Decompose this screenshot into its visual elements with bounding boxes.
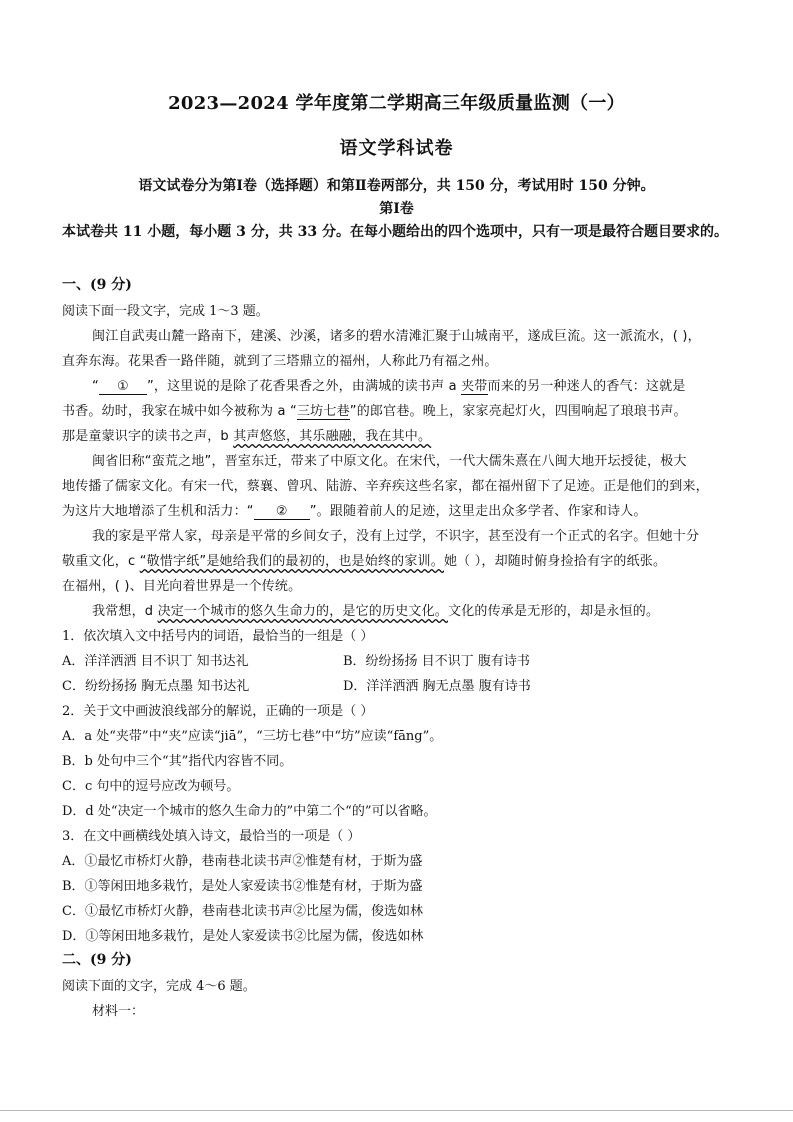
question-2-option-d[interactable]: D．d 处“决定一个城市的悠久生命力的”中第二个“的”可以省略。 [62,804,437,819]
volume-instruction: 本试卷共 11 小题，每小题 3 分，共 33 分。在每小题给出的四个选项中，只有一项是最符合题目要求的。 [62,224,728,240]
marked-word: 三坊七巷 [296,404,350,419]
exam-subtitle: 语文学科试卷 [339,138,454,159]
passage-text: 敬重文化，c [62,554,140,569]
section2-intro: 阅读下面的文字，完成 4～6 题。 [62,979,256,994]
exam-note: 语文试卷分为第Ⅰ卷（选择题）和第Ⅱ卷两部分，共 150 分，考试用时 150 分钟。 [138,178,655,194]
question-3-option-a[interactable]: A．①最忆市桥灯火静，巷南巷北读书声②惟楚有材，于斯为盛 [62,854,423,869]
question-1-option-d[interactable]: D．洋洋洒洒 胸无点墨 腹有诗书 [343,679,531,694]
question-3-option-d[interactable]: D．①等闲田地多栽竹，是处人家爱读书②比屋为儒，俊选如林 [62,929,424,944]
volume-heading: 第Ⅰ卷 [379,201,414,217]
passage-text: ”。跟随着前人的足迹，这里走出众多学者、作家和诗人。 [309,504,647,519]
passage-text: 书香。幼时，我家在城中如今被称为 a “ [62,404,297,419]
passage-line [62,400,734,419]
passage-text: 我常想，d [92,604,158,619]
question-2-stem: 2．关于文中画波浪线部分的解说，正确的一项是（ ） [62,704,374,719]
passage-line [62,550,734,569]
wavy-underline-d: 决定一个城市的悠久生命力的，是它的历史文化。 [157,604,448,619]
section1-intro: 阅读下面一段文字，完成 1～3 题。 [62,304,269,319]
wavy-underline-b: 其声悠悠，其乐融融，我在其中。 [233,429,432,444]
passage-line: 地传播了儒家文化。有宋一代，蔡襄、曾巩、陆游、辛弃疾这些名家，都在福州留下了足迹。正是他们的到来， [62,479,709,494]
passage-line: 闽省旧称“蛮荒之地”，晋室东迁，带来了中原文化。在宋代，一代大儒朱熹在八闽大地开坛授徒，极大 [92,454,687,469]
passage-text: 文化的传承是无形的，却是永恒的。 [448,604,660,619]
fill-blank-1: ① [99,379,147,395]
section1-heading: 一、(9 分) [62,277,132,293]
question-2-option-a[interactable]: A．a 处“夹带”中“夹”应读“jiā”，“三坊七巷”中“坊”应读“fāng”。 [62,729,443,744]
question-2-option-c[interactable]: C．c 句中的逗号应改为顿号。 [62,779,240,794]
passage-line [92,600,734,619]
question-2-option-b[interactable]: B．b 处句中三个“其”指代内容皆不同。 [62,754,293,769]
passage-line: 直奔东海。花果香一路伴随，就到了三塔鼎立的福州，人称此乃有福之州。 [62,354,498,369]
question-1-option-b[interactable]: B．纷纷扬扬 目不识丁 腹有诗书 [343,654,530,669]
wavy-underline-c: “敬惜字纸”是她给我们的最初的，也是始终的家训。 [139,554,444,569]
question-3-option-c[interactable]: C．①最忆市桥灯火静，巷南巷北读书声②比屋为儒，俊选如林 [62,904,423,919]
section2-heading: 二、(9 分) [62,952,132,968]
passage-text: 她（ ），却随时俯身捡拾有字的纸张。 [443,554,667,569]
exam-title: 2023—2024 学年度第二学期高三年级质量监测（一） [168,93,625,114]
marked-word: 夹带 [461,379,488,394]
question-3-option-b[interactable]: B．①等闲田地多栽竹，是处人家爱读书②惟楚有材，于斯为盛 [62,879,423,894]
passage-line [62,500,734,520]
passage-line: 我的家是平常人家，母亲是平常的乡间女子，没有上过学，不识字，甚至没有一个正式的名字。但她十分 [92,529,700,544]
passage-line: 闽江自武夷山麓一路南下，建溪、沙溪，诸多的碧水清滩汇聚于山城南平，遂成巨流。这一派流水，( )， [92,329,701,344]
page-bottom-divider [0,1110,793,1111]
passage-line [62,425,734,444]
passage-text: ”的郎官巷。晚上，家家亮起灯火，四围响起了琅琅书声。 [349,404,687,419]
passage-text: 为这片大地增添了生机和活力：“ [62,504,254,519]
question-1-option-a[interactable]: A．洋洋洒洒 目不识丁 知书达礼 [62,654,249,669]
passage-text: 那是童蒙识字的读书之声，b [62,429,234,444]
question-1-stem: 1．依次填入文中括号内的词语，最恰当的一组是（ ） [62,629,374,644]
passage-line [92,375,734,395]
material-label: 材料一： [92,1004,145,1019]
passage-line: 在福州，( )、目光向着世界是一个传统。 [62,579,302,594]
passage-text: “ [92,379,99,394]
question-3-stem: 3．在文中画横线处填入诗文，最恰当的一项是（ ） [62,829,361,844]
passage-text: 而来的另一种迷人的香气：这就是 [487,379,686,394]
passage-text: ”，这里说的是除了花香果香之外，由满城的读书声 a [146,379,462,394]
question-1-option-c[interactable]: C．纷纷扬扬 胸无点墨 知书达礼 [62,679,250,694]
fill-blank-2: ② [254,504,310,520]
